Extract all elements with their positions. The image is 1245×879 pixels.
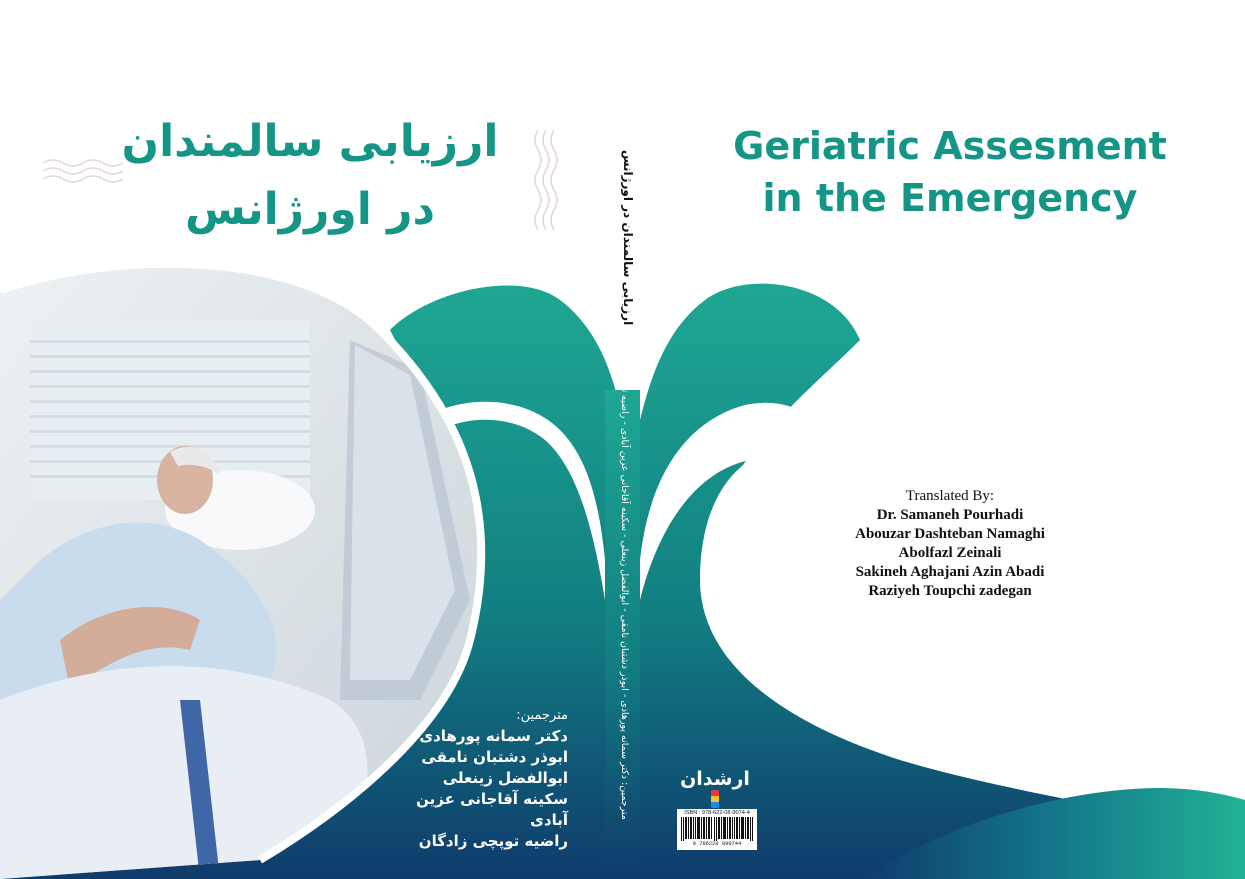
back-cover-title-line-2: در اورژانس [184, 184, 436, 235]
front-cover-translator: Abouzar Dashteban Namaghi [855, 526, 1045, 542]
barcode-number: 9 786220 890744 [692, 841, 742, 847]
publisher-mark-icon [711, 790, 719, 808]
front-cover-translator: Dr. Samaneh Pourhadi [876, 507, 1024, 523]
front-cover-translator: Sakineh Aghajani Azin Abadi [855, 564, 1045, 580]
spine-title: ارزیابی سالمندان در اورژانس [621, 150, 635, 326]
back-cover-translators [380, 706, 568, 852]
spine-translators: مترجمین: دکتر سمانه پورهادی - ابوذر دشتبان نامقی - ابوالفضل زینعلی - سکینه آقاجانی عزین آبادی - راضیه توپچی زادگان [619, 339, 630, 820]
back-cover-translator: راضیه توپچی زادگان [418, 832, 568, 850]
front-cover-translator: Abolfazl Zeinali [898, 545, 1002, 561]
front-cover-translators [790, 487, 1110, 601]
back-cover-translator: ابوالفضل زینعلی [442, 769, 568, 787]
front-cover-translators-label: Translated By: [905, 488, 995, 504]
back-cover-translator: دکتر سمانه پورهادی [419, 727, 568, 745]
barcode-icon [680, 817, 754, 841]
publisher-name: ارشدان [680, 768, 750, 790]
front-cover-translator: Raziyeh Toupchi zadegan [868, 583, 1032, 599]
back-cover-translator: ابوذر دشتبان نامقی [421, 748, 568, 766]
front-cover-title [700, 120, 1200, 224]
back-cover-title-line-1: ارزیابی سالمندان [121, 116, 499, 167]
isbn-barcode [677, 809, 757, 850]
front-cover-title-line-1: Geriatric Assesment [733, 124, 1167, 168]
front-cover-title-line-2: in the Emergency [762, 176, 1138, 220]
back-cover-title [90, 108, 530, 244]
back-cover-translators-label: مترجمین: [516, 708, 568, 723]
publisher-logo [680, 768, 750, 810]
back-cover-translator: سکینه آقاجانی عزین آبادی [416, 790, 568, 829]
isbn-text: ISBN : 978-622-08-9074-4 [684, 810, 750, 816]
